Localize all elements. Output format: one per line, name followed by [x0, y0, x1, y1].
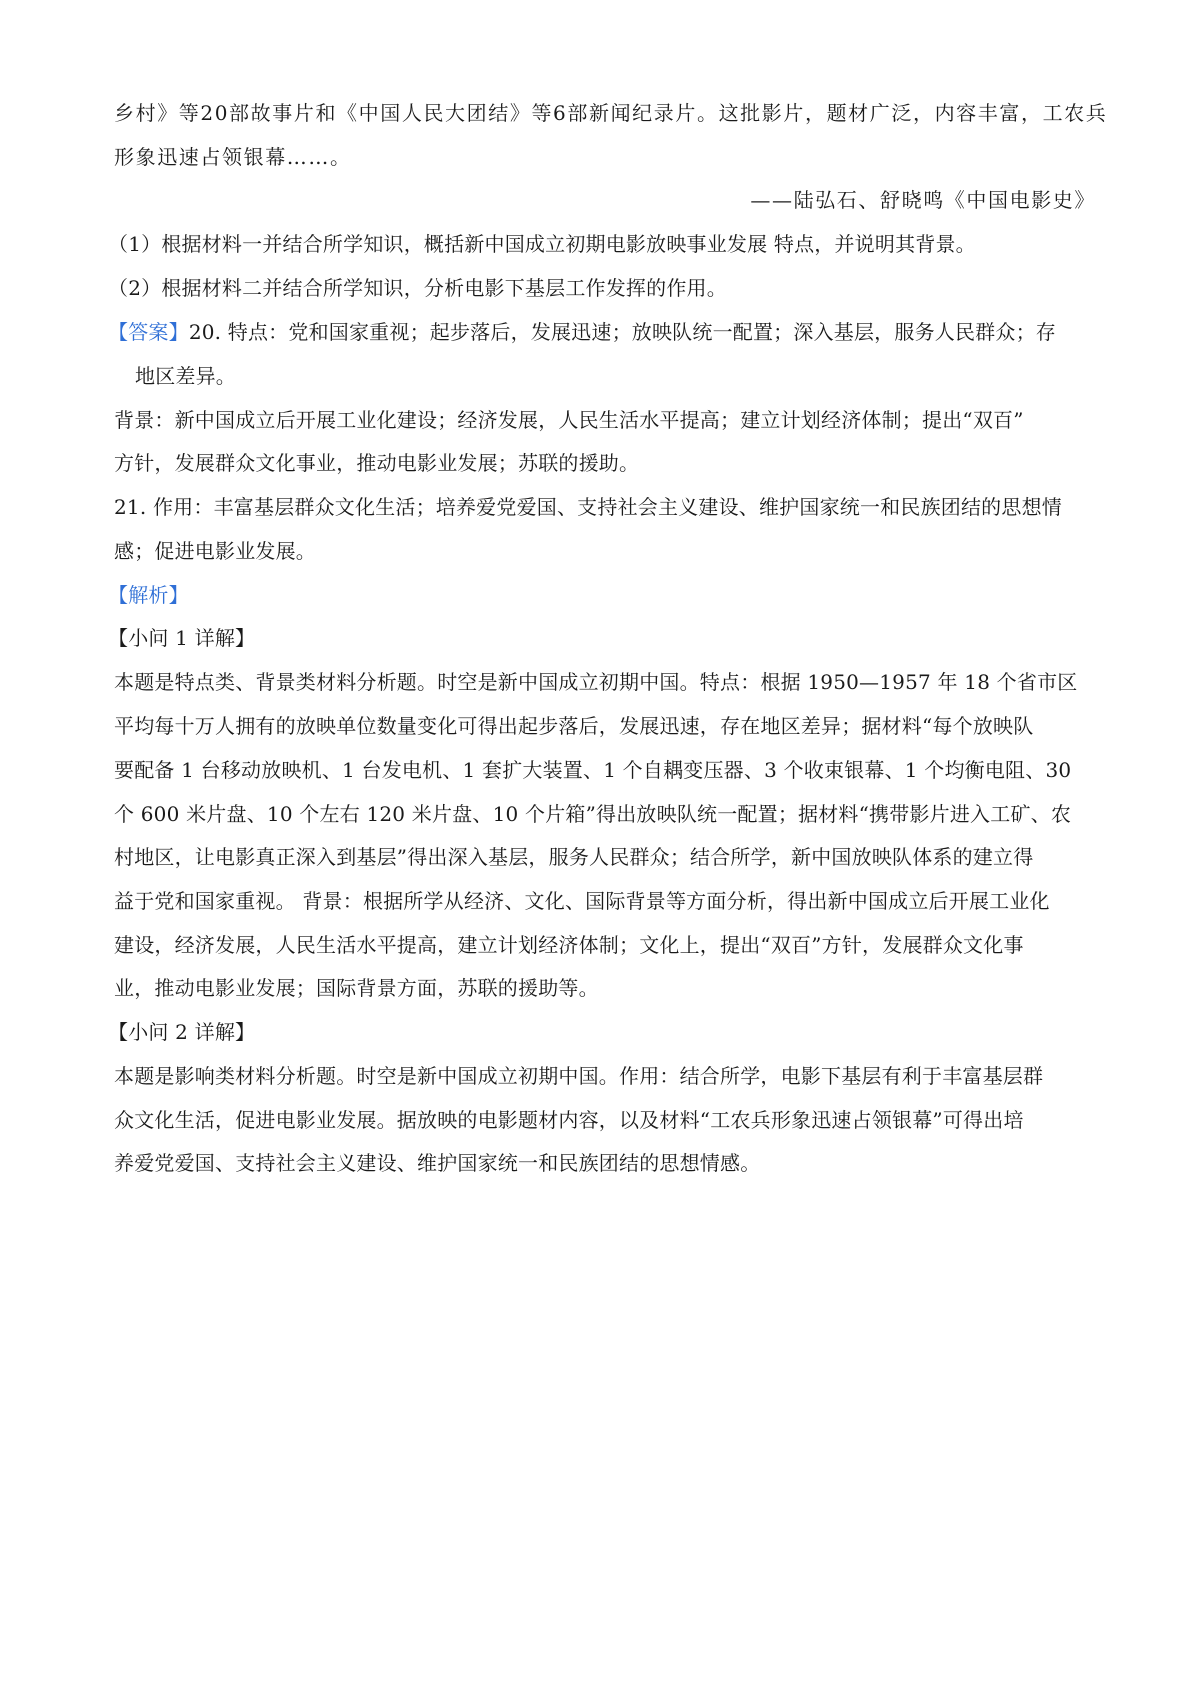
- question-2: （2）根据材料二并结合所学知识，分析电影下基层工作发挥的作用。: [108, 276, 727, 300]
- sub2-analysis-line: 本题是影响类材料分析题。时空是新中国成立初期中国。作用：结合所学，电影下基层有利于丰富基层群: [114, 1064, 1044, 1088]
- sub-question-2-heading: 【小问 2 详解】: [108, 1020, 256, 1044]
- sub-question-1-heading: 【小问 1 详解】: [108, 626, 256, 650]
- answer-background-line: 方针，发展群众文化事业，推动电影业发展；苏联的援助。: [114, 451, 640, 475]
- answer-line: [108, 318, 1056, 346]
- answer-q21-line: 感；促进电影业发展。: [114, 539, 316, 563]
- answer-background-line: 背景：新中国成立后开展工业化建设；经济发展，人民生活水平提高；建立计划经济体制；提出“双百”: [114, 408, 1024, 432]
- sub1-analysis-line: 村地区，让电影真正深入到基层”得出深入基层，服务人民群众；结合所学，新中国放映队体系的建立得: [114, 845, 1034, 869]
- question-1: （1）根据材料一并结合所学知识，概括新中国成立初期电影放映事业发展 特点，并说明其背景。: [108, 232, 976, 256]
- sub1-analysis-line: 益于党和国家重视。 背景：根据所学从经济、文化、国际背景等方面分析，得出新中国成立后开展工业化: [114, 889, 1050, 913]
- sub1-analysis-line: 要配备 1 台移动放映机、1 台发电机、1 套扩大装置、1 个自耦变压器、3 个收束银幕、1 个均衡电阻、30: [114, 758, 1072, 782]
- sub1-analysis-line: 建设，经济发展，人民生活水平提高，建立计划经济体制；文化上，提出“双百”方针，发展群众文化事: [114, 933, 1024, 957]
- sub1-analysis-line: 平均每十万人拥有的放映单位数量变化可得出起步落后，发展迅速，存在地区差异；据材料“每个放映队: [114, 714, 1034, 738]
- answer-q21-line: 21. 作用：丰富基层群众文化生活；培养爱党爱国、支持社会主义建设、维护国家统一和民族团结的思想情: [114, 495, 1062, 519]
- answer-q20-text: 20. 特点：党和国家重视；起步落后，发展迅速；放映队统一配置；深入基层，服务人民群众；存: [188, 320, 1056, 344]
- sub2-analysis-line: 众文化生活，促进电影业发展。据放映的电影题材内容，以及材料“工农兵形象迅速占领银幕”可得出培: [114, 1108, 1024, 1132]
- sub1-analysis-line: 个 600 米片盘、10 个左右 120 米片盘、10 个片箱”得出放映队统一配置；据材料“携带影片进入工矿、农: [114, 802, 1072, 826]
- sub1-analysis-line: 业，推动电影业发展；国际背景方面，苏联的援助等。: [114, 976, 599, 1000]
- analysis-label: 【解析】: [108, 583, 189, 607]
- sub2-analysis-line: 养爱党爱国、支持社会主义建设、维护国家统一和民族团结的思想情感。: [114, 1151, 761, 1175]
- material-text-line: 形象迅速占领银幕……。: [114, 145, 352, 169]
- material-text-line: 乡村》等20部故事片和《中国人民大团结》等6部新闻纪录片。这批影片，题材广泛，内容丰富，工农兵: [114, 101, 1108, 125]
- answer-label: 【答案】: [108, 320, 189, 344]
- material-source: ——陆弘石、舒晓鸣《中国电影史》: [750, 188, 1096, 212]
- answer-q20-continuation: 地区差异。: [135, 364, 236, 388]
- sub1-analysis-line: 本题是特点类、背景类材料分析题。时空是新中国成立初期中国。特点：根据 1950—1957 年 18 个省市区: [114, 670, 1078, 694]
